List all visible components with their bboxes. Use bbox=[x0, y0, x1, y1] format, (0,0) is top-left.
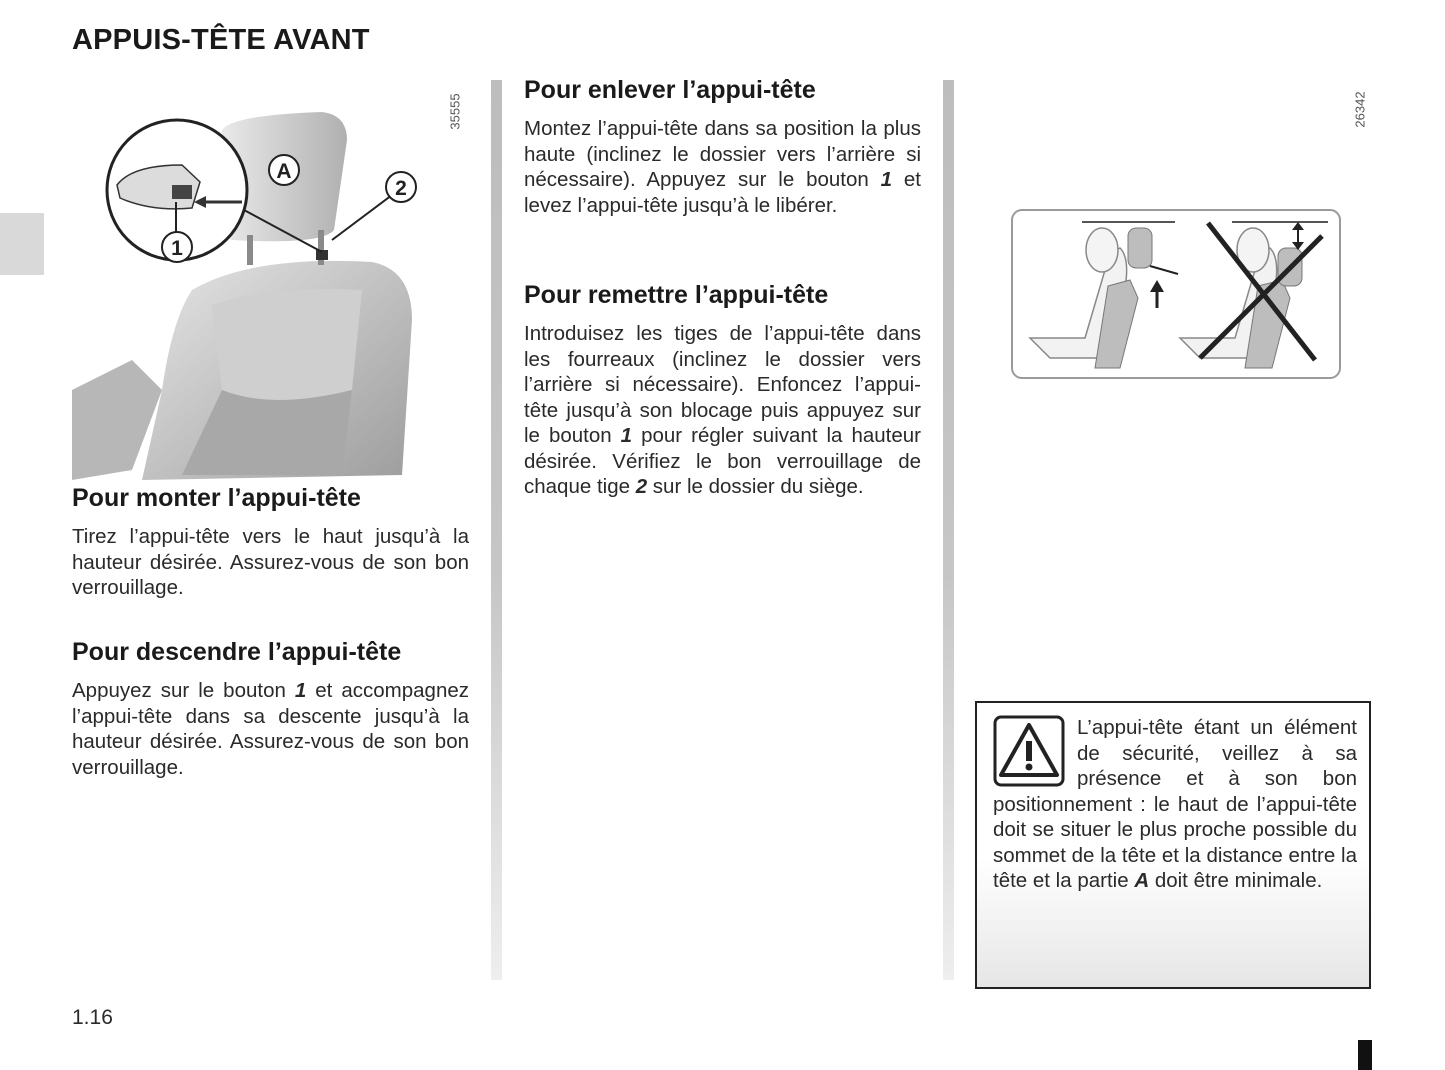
callout-a bbox=[269, 155, 299, 185]
seat-drawing bbox=[72, 90, 462, 480]
diagram-figure-ref: 26342 bbox=[1352, 91, 1368, 128]
page-number: 1.16 bbox=[72, 1006, 113, 1029]
text-monter: Tirez l’appui-tête vers le haut jusqu’à la hauteur désirée. Assurez-vous de son bon verrouillage. bbox=[72, 525, 469, 599]
column-divider-right bbox=[943, 80, 954, 980]
heading-remettre: Pour remettre l’appui-tête bbox=[524, 281, 829, 309]
heading-enlever: Pour enlever l’appui-tête bbox=[524, 76, 816, 104]
svg-text:1: 1 bbox=[171, 237, 183, 260]
headrest-position-diagram bbox=[1010, 208, 1342, 382]
callout-1 bbox=[162, 232, 192, 262]
text-remettre: Introduisez les tiges de l’appui-tête dans les fourreaux (inclinez le dossier vers l’arrière si nécessaire). Enfoncez l’appui-tête jusqu’à son blocage puis appuyez sur le bouton 1 pour régler suivant la hauteur désirée. Vérifiez le bon verrouillage de chaque tige 2 sur le dossier du siège. bbox=[524, 322, 921, 498]
warning-text: L’appui-tête étant un élément de sécurité, veillez à sa présence et à son bon positionnement : le haut de l’appui-tête doit se situer le plus proche possible du sommet de la tête et la distance entre la tête et la partie A doit être minimale. bbox=[993, 716, 1357, 892]
seat-illustration bbox=[72, 90, 462, 480]
warning-icon-space bbox=[993, 715, 1077, 791]
svg-text:2: 2 bbox=[395, 177, 407, 200]
page-corner-mark bbox=[1358, 1040, 1372, 1070]
heading-descendre: Pour descendre l’appui-tête bbox=[72, 638, 402, 666]
seat-figure-ref: 35555 bbox=[447, 93, 463, 130]
callout-2 bbox=[386, 172, 416, 202]
text-enlever: Montez l’appui-tête dans sa position la plus haute (inclinez le dossier vers l’arrière si nécessaire). Appuyez sur le bouton 1 et levez l’appui-tête jusqu’à le libérer. bbox=[524, 117, 922, 217]
warning-box bbox=[975, 701, 1371, 989]
column-divider-left bbox=[491, 80, 502, 980]
svg-text:A: A bbox=[276, 160, 292, 183]
text-descendre: Appuyez sur le bouton 1 et accompagnez l’appui-tête dans sa descente jusqu’à la hauteur désirée. Assurez-vous de son bon verrouillage. bbox=[72, 679, 469, 779]
warning-triangle-icon bbox=[993, 715, 1065, 787]
position-diagram-drawing bbox=[1010, 208, 1342, 382]
heading-monter: Pour monter l’appui-tête bbox=[72, 484, 361, 512]
section-side-tab bbox=[0, 213, 44, 275]
page-title: APPUIS-TÊTE AVANT bbox=[72, 24, 370, 56]
